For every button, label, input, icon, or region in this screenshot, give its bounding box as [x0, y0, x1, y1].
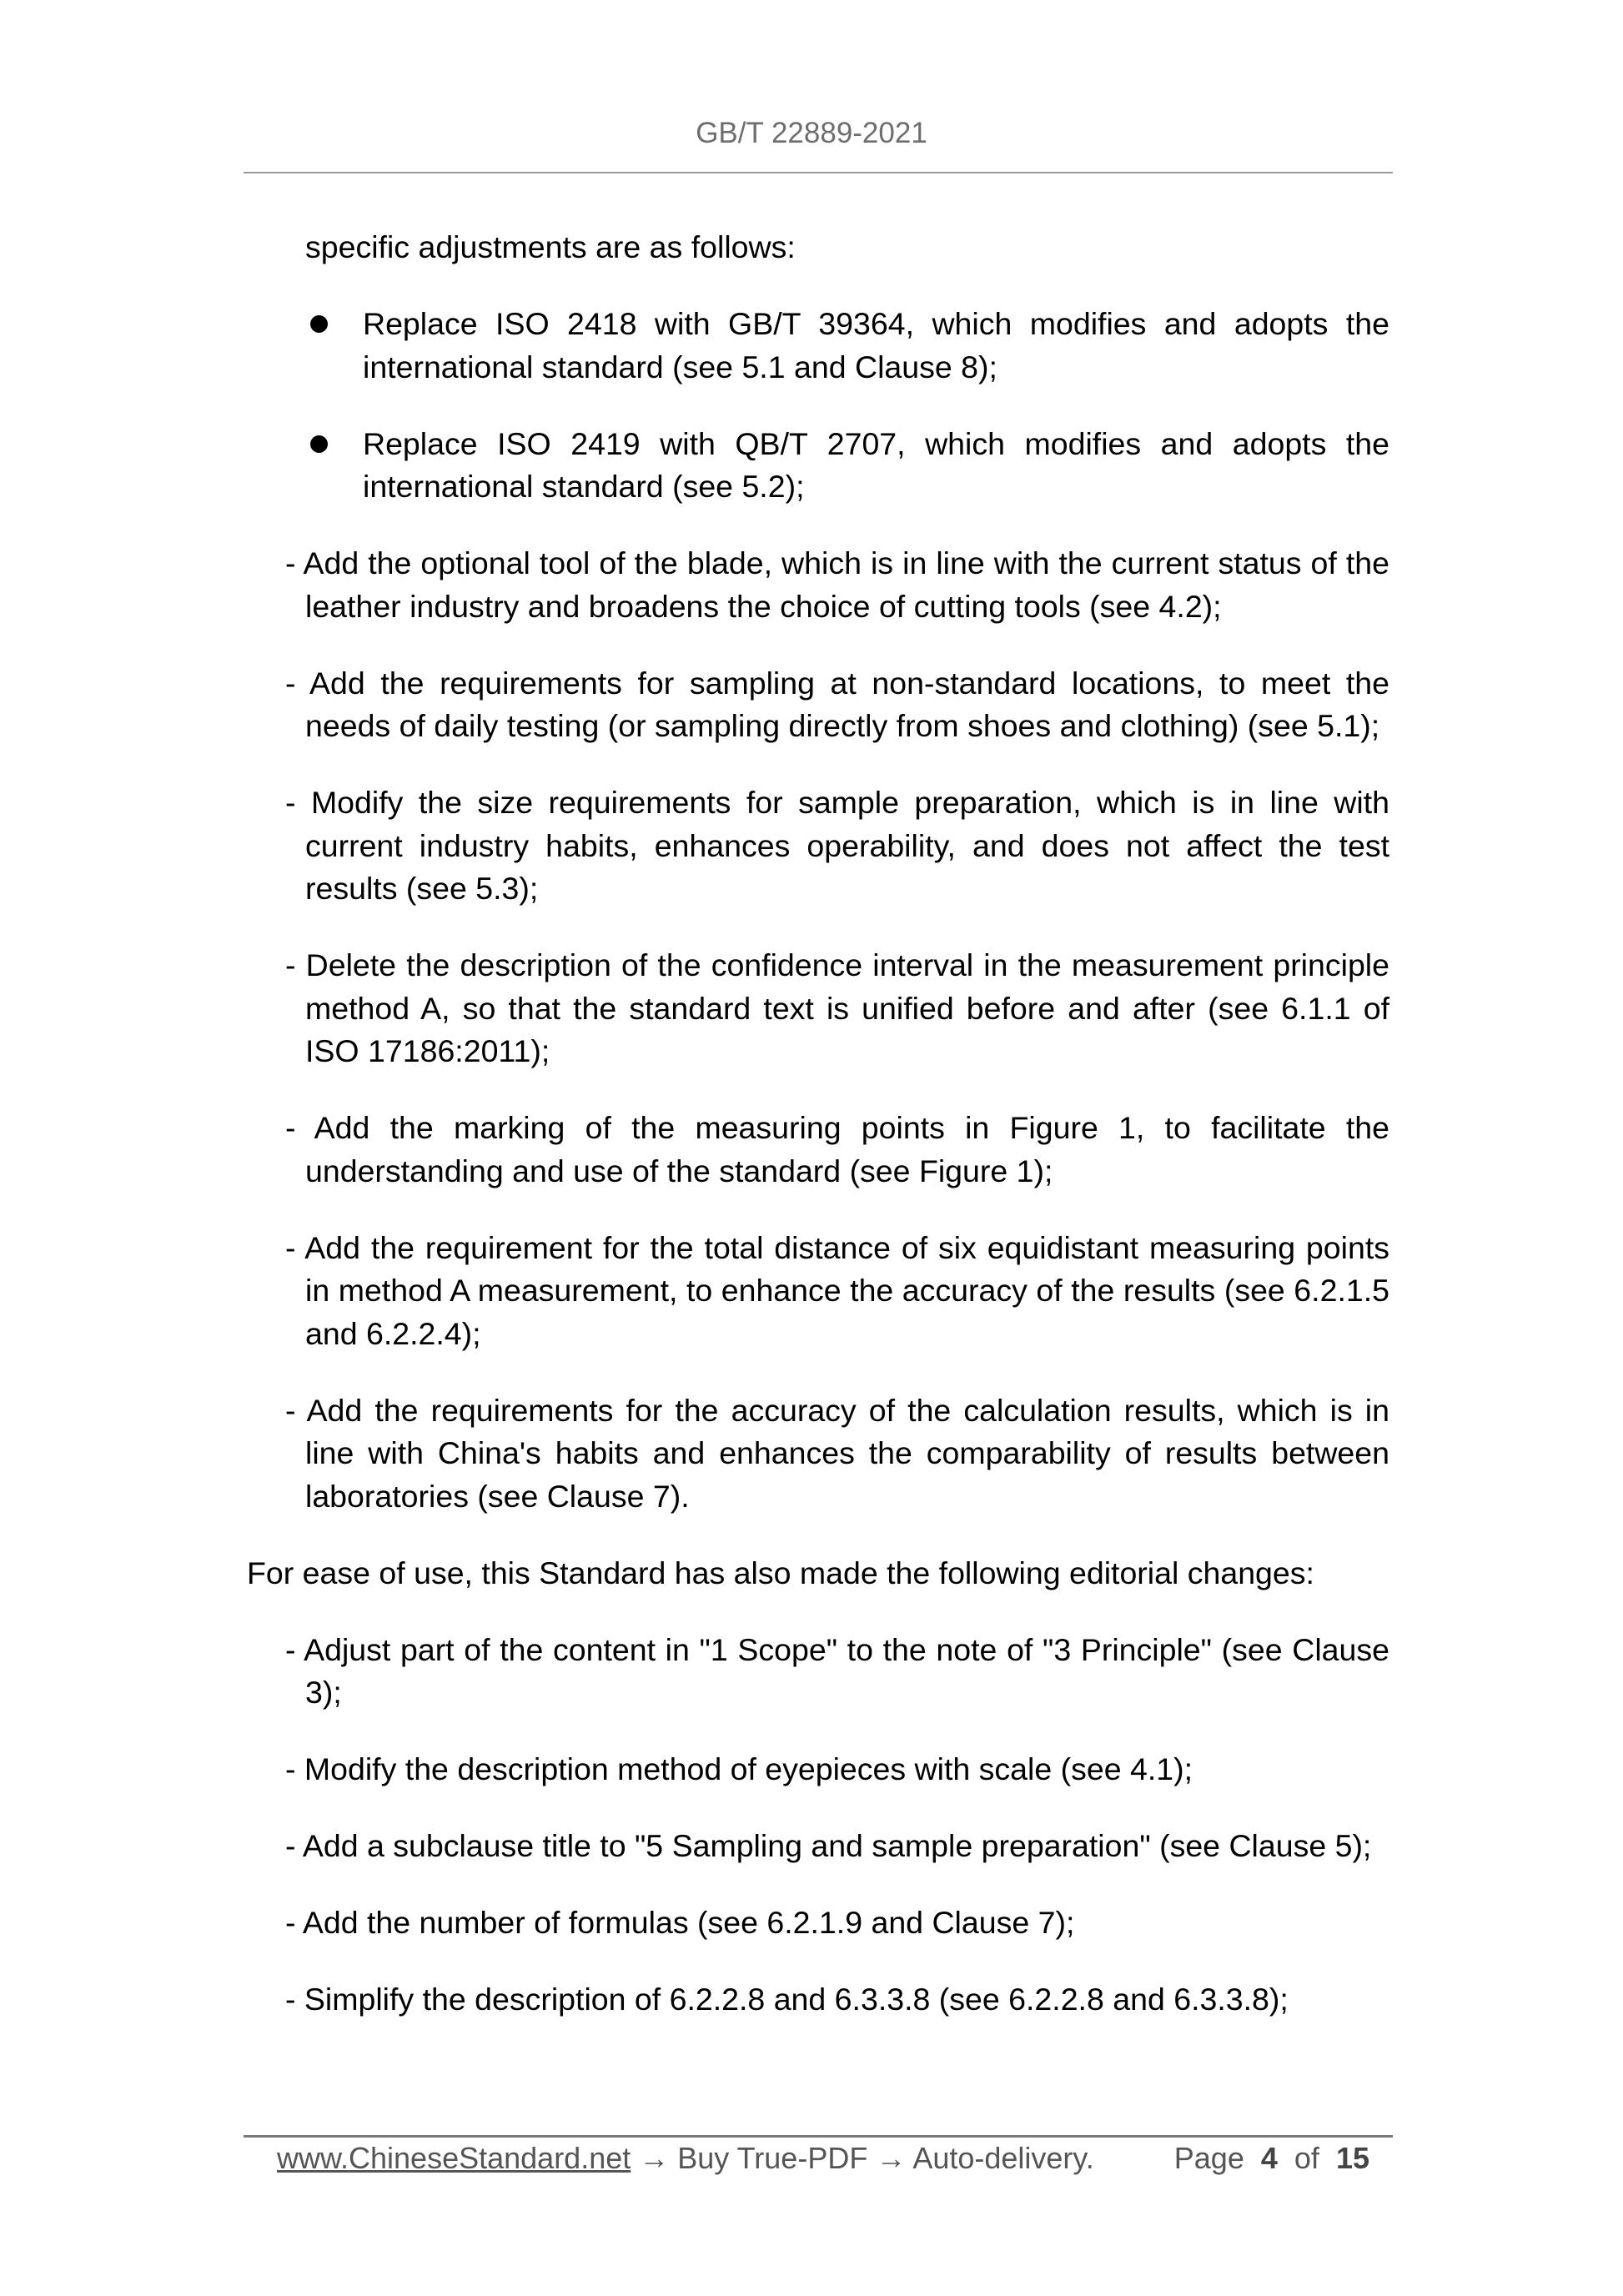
current-page: 4	[1260, 2141, 1278, 2175]
intro-text: specific adjustments are as follows:	[305, 229, 796, 264]
list-item: - Adjust part of the content in "1 Scope" to the note of "3 Principle" (see Clause 3);	[285, 1631, 1389, 1710]
bullet-item	[244, 423, 1389, 509]
page-content	[244, 226, 1389, 2055]
list-item: - Add a subclause title to "5 Sampling and sample preparation" (see Clause 5);	[285, 1828, 1372, 1863]
page-footer	[277, 2138, 1369, 2178]
list-item: - Add the marking of the measuring points in Figure 1, to facilitate the understanding and use of the standard (see Figure 1);	[285, 1110, 1389, 1188]
website-link[interactable]: www.ChineseStandard.net	[277, 2141, 631, 2175]
bullet-icon	[310, 435, 328, 453]
page-number: Page 4 of 15	[1173, 2141, 1369, 2175]
list-item: - Delete the description of the confidence interval in the measurement principle method A, so that the standard text is unified before and after (see 6.1.1 of ISO 17186:2011);	[285, 947, 1389, 1068]
list-item: - Add the requirement for the total distance of six equidistant measuring points in method A measurement, to enhance the accuracy of the results (see 6.2.1.5 and 6.2.2.4);	[285, 1229, 1389, 1351]
footer-divider	[244, 2135, 1393, 2138]
bullet-icon	[310, 315, 328, 333]
list-item: - Modify the size requirements for sample preparation, which is in line with current industry habits, enhances operability, and does not affect the test results (see 5.3);	[285, 785, 1389, 906]
list-item: - Add the number of formulas (see 6.2.1.9 and Clause 7);	[285, 1905, 1075, 1940]
header-divider	[244, 172, 1393, 173]
total-pages: 15	[1335, 2141, 1369, 2175]
list-item: - Simplify the description of 6.2.2.8 and 6.3.3.8 (see 6.2.2.8 and 6.3.3.8);	[285, 1982, 1289, 2017]
footer-text: → Buy True-PDF → Auto-delivery.	[631, 2141, 1094, 2175]
bullet-text: Replace ISO 2419 with QB/T 2707, which modifies and adopts the international standard (see 5.2);	[363, 425, 1389, 504]
list-item: - Add the requirements for sampling at non-standard locations, to meet the needs of daily testing (or sampling directly from shoes and clothing) (see 5.1);	[285, 665, 1389, 743]
bullet-item	[244, 303, 1389, 389]
list-item: - Add the optional tool of the blade, which is in line with the current status of the leather industry and broadens the choice of cutting tools (see 4.2);	[285, 545, 1389, 624]
bullet-text: Replace ISO 2418 with GB/T 39364, which modifies and adopts the international standard (see 5.1 and Clause 8);	[363, 306, 1389, 384]
list-item: - Add the requirements for the accuracy of the calculation results, which is in line with China's habits and enhances the comparability of results between laboratories (see Clause 7).	[285, 1392, 1389, 1514]
document-header: GB/T 22889-2021	[696, 117, 927, 149]
list-item: - Modify the description method of eyepieces with scale (see 4.1);	[285, 1751, 1193, 1786]
editorial-intro: For ease of use, this Standard has also made the following editorial changes:	[247, 1555, 1314, 1590]
